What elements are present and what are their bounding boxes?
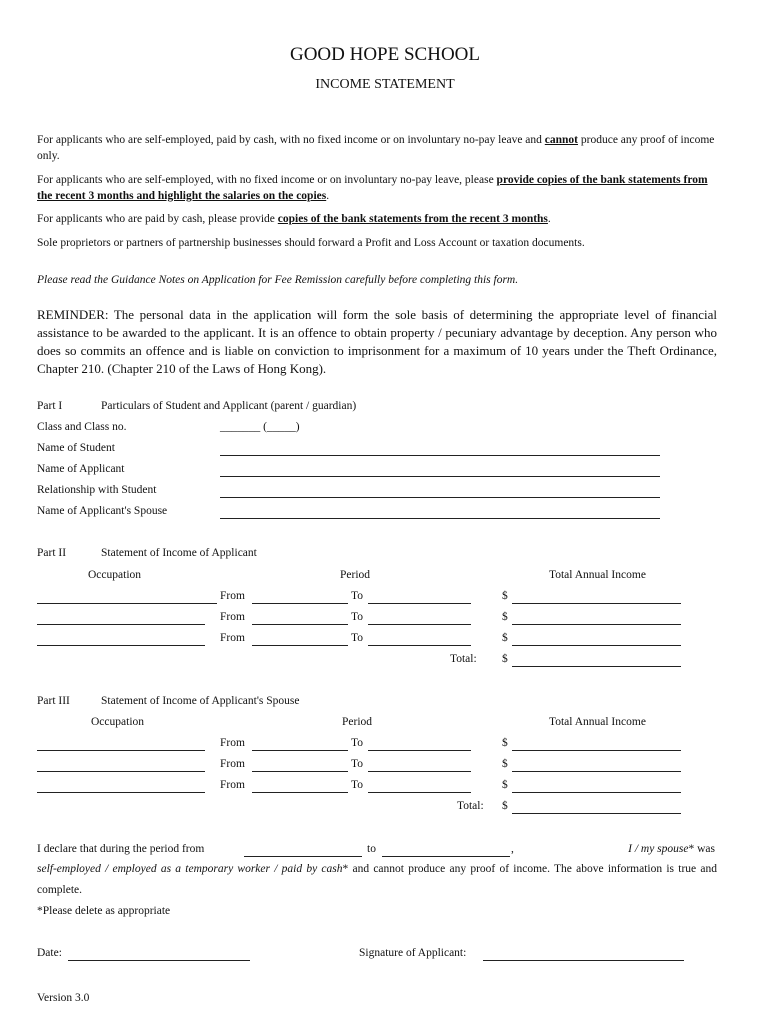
part2-occupation-field-1[interactable]	[37, 603, 217, 604]
spouse-name-field[interactable]	[220, 518, 660, 519]
part2-income-field-1[interactable]	[512, 603, 681, 604]
part2-from-label-3: From	[220, 632, 245, 644]
intro-paragraph-2: For applicants who are self-employed, with no fixed income or on involuntary no-pay leave, please provide copies of the bank statements from the recent 3 months and highlight the salaries on the copies.	[37, 174, 708, 202]
part2-col-income: Total Annual Income	[549, 569, 646, 581]
part3-from-label-1: From	[220, 737, 245, 749]
part2-income-field-2[interactable]	[512, 624, 681, 625]
part3-total-label: Total:	[457, 800, 484, 812]
part2-col-period: Period	[340, 569, 371, 581]
part2-label: Part II	[37, 547, 67, 559]
relationship-label: Relationship with Student	[37, 484, 157, 496]
part2-from-field-2[interactable]	[252, 624, 348, 625]
part3-label: Part III	[37, 695, 70, 707]
part3-to-label-1: To	[351, 737, 363, 749]
part3-from-field-1[interactable]	[252, 750, 348, 751]
declaration-line1-end: I / my spouse* was	[628, 843, 715, 855]
part2-from-label-2: From	[220, 611, 245, 623]
part2-total-currency: $	[502, 653, 508, 665]
part3-from-field-2[interactable]	[252, 771, 348, 772]
date-label: Date:	[37, 947, 62, 959]
part2-currency-2: $	[502, 611, 508, 623]
version-label: Version 3.0	[37, 992, 90, 1004]
part3-currency-2: $	[502, 758, 508, 770]
declaration-from-field[interactable]	[244, 856, 362, 857]
part2-occupation-field-2[interactable]	[37, 624, 205, 625]
part2-to-field-2[interactable]	[368, 624, 471, 625]
part2-to-field-3[interactable]	[368, 645, 471, 646]
class-label: Class and Class no.	[37, 421, 127, 433]
class-input[interactable]: _______ (_____)	[220, 421, 300, 433]
part3-to-field-3[interactable]	[368, 792, 471, 793]
part2-to-label-3: To	[351, 632, 363, 644]
part3-income-field-2[interactable]	[512, 771, 681, 772]
part1-heading: Particulars of Student and Applicant (parent / guardian)	[101, 400, 357, 412]
declaration-to-field[interactable]	[382, 856, 510, 857]
part3-to-label-3: To	[351, 779, 363, 791]
part2-to-field-1[interactable]	[368, 603, 471, 604]
part2-occupation-field-3[interactable]	[37, 645, 205, 646]
part3-from-field-3[interactable]	[252, 792, 348, 793]
part3-currency-1: $	[502, 737, 508, 749]
intro-paragraph-1: For applicants who are self-employed, paid by cash, with no fixed income or on involuntary no-pay leave and cannot produce any proof of income only.	[37, 134, 715, 162]
part2-currency-1: $	[502, 590, 508, 602]
relationship-field[interactable]	[220, 497, 660, 498]
spouse-name-label: Name of Applicant's Spouse	[37, 505, 168, 517]
part3-income-field-1[interactable]	[512, 750, 681, 751]
part2-to-label-2: To	[351, 611, 363, 623]
signature-label: Signature of Applicant:	[359, 947, 467, 959]
part1-label: Part I	[37, 400, 63, 412]
part3-currency-3: $	[502, 779, 508, 791]
part3-to-label-2: To	[351, 758, 363, 770]
student-name-label: Name of Student	[37, 442, 115, 454]
declaration-text-a: I declare that during the period from	[37, 843, 205, 855]
part2-to-label-1: To	[351, 590, 363, 602]
part3-to-field-2[interactable]	[368, 771, 471, 772]
part2-currency-3: $	[502, 632, 508, 644]
part3-from-label-2: From	[220, 758, 245, 770]
part3-col-period: Period	[342, 716, 373, 728]
part3-col-occupation: Occupation	[91, 716, 145, 728]
student-name-field[interactable]	[220, 455, 660, 456]
part2-from-field-1[interactable]	[252, 603, 348, 604]
school-title: GOOD HOPE SCHOOL	[289, 44, 480, 65]
part2-total-label: Total:	[450, 653, 477, 665]
form-title: INCOME STATEMENT	[315, 77, 455, 92]
part2-from-label-1: From	[220, 590, 245, 602]
reminder-paragraph: REMINDER: The personal data in the application will form the sole basis of determining the appropriate level of financial assistance to be awarded to the applicant. It is an offence to obtain property / pecuniary advantage by deception. Any person who does so commits an offence and is liable on conviction to imprisonment for a maximum of 10 years under the Theft Ordinance, Chapter 210. (Chapter 210 of the Laws of Hong Kong).	[37, 307, 717, 376]
applicant-name-label: Name of Applicant	[37, 463, 125, 475]
part3-total-currency: $	[502, 800, 508, 812]
intro-paragraph-3: For applicants who are paid by cash, please provide copies of the bank statements from the recent 3 months.	[37, 213, 551, 225]
part3-income-field-3[interactable]	[512, 792, 681, 793]
part2-total-field[interactable]	[512, 666, 681, 667]
applicant-name-field[interactable]	[220, 476, 660, 477]
part3-total-field[interactable]	[512, 813, 681, 814]
guidance-note: Please read the Guidance Notes on Application for Fee Remission carefully before completing this form.	[37, 274, 519, 286]
part2-col-occupation: Occupation	[88, 569, 142, 581]
part3-heading: Statement of Income of Applicant's Spouse	[101, 695, 300, 707]
part2-income-field-3[interactable]	[512, 645, 681, 646]
part3-from-label-3: From	[220, 779, 245, 791]
date-field[interactable]	[68, 960, 250, 961]
declaration-line2: self-employed / employed as a temporary worker / paid by cash* and cannot produce any proof of income. The above information is true and complete.	[37, 863, 717, 896]
part2-from-field-3[interactable]	[252, 645, 348, 646]
part3-occupation-field-3[interactable]	[37, 792, 205, 793]
declaration-text-b: to	[367, 843, 376, 855]
part3-occupation-field-1[interactable]	[37, 750, 205, 751]
declaration-text-c: ,	[511, 843, 514, 855]
part2-heading: Statement of Income of Applicant	[101, 547, 257, 559]
intro-paragraph-4: Sole proprietors or partners of partnership businesses should forward a Profit and Loss Account or taxation documents.	[37, 237, 585, 249]
signature-field[interactable]	[483, 960, 684, 961]
part3-col-income: Total Annual Income	[549, 716, 646, 728]
part3-occupation-field-2[interactable]	[37, 771, 205, 772]
declaration-note: *Please delete as appropriate	[37, 905, 171, 917]
part3-to-field-1[interactable]	[368, 750, 471, 751]
